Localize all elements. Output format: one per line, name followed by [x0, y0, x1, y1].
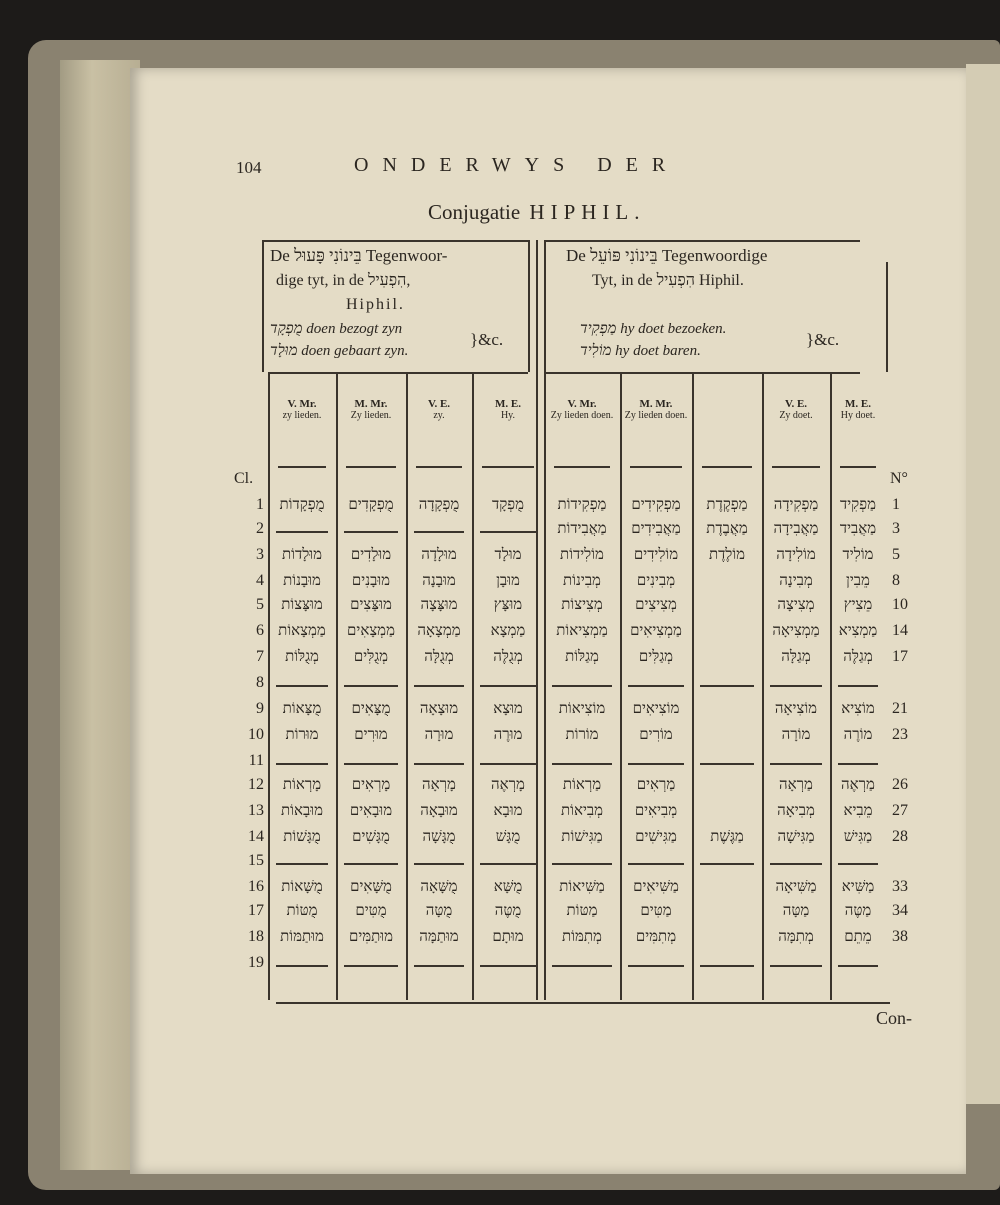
header-dash: [416, 466, 462, 468]
column-header-abbr: M. Mr.: [354, 398, 388, 410]
empty-form-dash: [480, 763, 536, 765]
column-header-abbr: M. E.: [845, 398, 871, 410]
table-cell: מְבִינוֹת: [563, 571, 601, 589]
table-cell: מַשִּׁיאִים: [633, 877, 679, 895]
header-dash: [772, 466, 820, 468]
header-dash: [702, 466, 752, 468]
empty-form-dash: [838, 763, 878, 765]
table-cell: מוּתַמִּים: [348, 927, 394, 945]
column-header: [268, 398, 336, 422]
column-header-abbr: V. E.: [427, 398, 451, 410]
table-cell: מְגֻלּוֹת: [285, 647, 319, 665]
table-cell: מַשִּׁיא: [841, 877, 875, 895]
column-header-abbr: M. Mr.: [639, 398, 673, 410]
row-reference-number: 27: [892, 802, 908, 819]
table-cell: מוּבָאִים: [349, 801, 393, 819]
table-cell: מַמְצִיאָה: [772, 621, 820, 639]
table-cell: מְתִמִּים: [635, 927, 677, 945]
table-cell: מַגִּישׁוֹת: [561, 827, 603, 845]
empty-form-dash: [770, 863, 822, 865]
column-header-sub: Zy lieden doen.: [624, 410, 688, 421]
table-cell: מָרְאוֹת: [282, 775, 322, 793]
row-class-number: 10: [248, 726, 264, 743]
table-cell: מוּלָדָה: [421, 545, 457, 563]
row-class-number: 2: [256, 520, 264, 537]
column-header-sub: Zy lieden doen.: [550, 410, 614, 421]
column-header: [620, 398, 692, 422]
empty-form-dash: [838, 685, 878, 687]
table-cell: מַשִּׁיאָה: [775, 877, 817, 895]
empty-form-dash: [628, 863, 684, 865]
table-cell: מַפְקִידִים: [631, 495, 681, 513]
column-header-sub: Zy doet.: [779, 410, 813, 421]
empty-form-dash: [628, 965, 684, 967]
table-cell: מוּרָה: [424, 725, 454, 743]
label-number: N°: [890, 470, 908, 487]
table-cell: מוֹלִידִים: [633, 545, 679, 563]
table-cell: מֻשָּׁאִים: [350, 877, 392, 895]
right-example-1: מַפְקִיד hy doet bezoeken.: [580, 321, 727, 337]
column-header-sub: zy lieden.: [282, 410, 322, 421]
empty-form-dash: [276, 763, 328, 765]
left-block-top-rule: [262, 240, 528, 242]
column-header-abbr: V. Mr.: [287, 398, 317, 410]
table-cell: מֻגָּשׁ: [495, 827, 521, 845]
empty-form-dash: [700, 763, 754, 765]
page-number: 104: [236, 158, 262, 177]
row-class-number: 4: [256, 572, 264, 589]
empty-form-dash: [700, 863, 754, 865]
row-reference-number: 33: [892, 878, 908, 895]
empty-form-dash: [414, 965, 464, 967]
column-header-sub: Zy lieden.: [350, 410, 392, 421]
table-cell: מָרְאָה: [422, 775, 456, 793]
left-examples: [270, 318, 408, 362]
table-cell: מוּבָנוֹת: [283, 571, 321, 589]
table-cell: מַטִּים: [640, 901, 672, 919]
table-cell: מוּלָדִים: [350, 545, 392, 563]
left-heading-line1: De בֵּינוֹנִי פָּעוּל Tegenwoor-: [270, 246, 448, 265]
table-cell: מוּבָנִים: [351, 571, 391, 589]
row-reference-number: 5: [892, 546, 900, 563]
table-cell: מוֹצִיא: [841, 699, 875, 717]
column-header: [762, 398, 830, 422]
table-cell: מוּבָן: [496, 571, 520, 589]
header-dash: [554, 466, 610, 468]
table-cell: מַמְצִיאִים: [630, 621, 682, 639]
row-reference-number: 8: [892, 572, 900, 589]
column-header: [544, 398, 620, 422]
table-cell: מוֹרֶה: [843, 725, 873, 743]
table-cell: מוּתָם: [492, 927, 524, 945]
empty-form-dash: [344, 763, 398, 765]
table-cell: מֵבִין: [846, 571, 870, 589]
empty-form-dash: [552, 863, 612, 865]
row-reference-number: 21: [892, 700, 908, 717]
table-cell: מָרְאֶה: [491, 775, 525, 793]
table-cell: מֻצָּאוֹת: [282, 699, 322, 717]
running-head: ONDERWYS DER: [354, 154, 680, 176]
column-header-abbr: V. Mr.: [567, 398, 597, 410]
table-cell: מְצִיצוֹת: [561, 595, 603, 613]
column-header-sub: Hy.: [500, 410, 516, 421]
table-cell: מוּצָּצָה: [420, 595, 458, 613]
empty-form-dash: [276, 863, 328, 865]
table-cell: מֻטֶּה: [494, 901, 522, 919]
table-cell: מַטּוֹת: [566, 901, 598, 919]
row-class-number: 14: [248, 828, 264, 845]
row-class-number: 3: [256, 546, 264, 563]
table-cell: מְתִמּוֹת: [562, 927, 602, 945]
table-cell: מַטֶּה: [844, 901, 872, 919]
header-dash: [482, 466, 534, 468]
table-cell: מֻשָּׁאוֹת: [281, 877, 323, 895]
empty-form-dash: [628, 763, 684, 765]
table-cell: מַמְצָאִים: [347, 621, 395, 639]
table-cell: מַאֲבִידָה: [773, 519, 819, 537]
table-cell: מֻשָּׁא: [493, 877, 523, 895]
table-cell: מַמְצִיאוֹת: [556, 621, 608, 639]
empty-form-dash: [344, 863, 398, 865]
row-reference-number: 38: [892, 928, 908, 945]
table-bottom-rule: [276, 1002, 890, 1004]
row-class-number: 17: [248, 902, 264, 919]
page-header: [236, 152, 796, 182]
left-heading-line2: dige tyt, in de הִפְעִיל,: [276, 272, 411, 289]
header-bottom-rule-right: [544, 372, 860, 374]
empty-form-dash: [344, 685, 398, 687]
empty-form-dash: [344, 965, 398, 967]
table-cell: מְגֻלֶּה: [493, 647, 523, 665]
row-reference-number: 34: [892, 902, 908, 919]
row-class-number: 19: [248, 954, 264, 971]
table-cell: מַאֲבִיד: [839, 519, 877, 537]
table-cell: מֻצָּאִים: [351, 699, 391, 717]
table-cell: מֻטִּים: [355, 901, 387, 919]
left-example-1: מֻפְקָד doen bezogt zyn: [270, 321, 403, 337]
table-cell: מַאֲבִידוֹת: [557, 519, 607, 537]
right-example-2: מוֹלִיד hy doet baren.: [580, 343, 701, 359]
conjugation-title: [428, 200, 728, 230]
header-dash: [630, 466, 682, 468]
row-class-number: 11: [248, 752, 264, 769]
table-cell: מַאֲבִידִים: [631, 519, 681, 537]
column-header-sub: zy.: [433, 410, 445, 421]
table-cell: מֻפְקָדָה: [418, 495, 460, 513]
table-cell: מְגַלָּה: [781, 647, 811, 665]
table-cell: מְבִינִים: [636, 571, 676, 589]
right-heading-line2: Tyt, in de הִפְעִיל Hiphil.: [592, 272, 744, 289]
empty-form-dash: [552, 763, 612, 765]
table-cell: מוּבָנָה: [422, 571, 456, 589]
empty-form-dash: [700, 965, 754, 967]
table-cell: מוֹרוֹת: [565, 725, 599, 743]
conjugation-prefix: Conjugatie: [428, 200, 521, 224]
empty-form-dash: [838, 863, 878, 865]
row-reference-number: 10: [892, 596, 908, 613]
table-cell: מְבִיאִים: [634, 801, 678, 819]
empty-form-dash: [552, 965, 612, 967]
column-header: [830, 398, 886, 422]
table-cell: מוֹלִיד: [842, 545, 874, 563]
table-cell: מוּתַמָּה: [419, 927, 459, 945]
table-cell: מוּלָדוֹת: [282, 545, 322, 563]
left-example-2: מוּלָד doen gebaart zyn.: [270, 343, 409, 359]
table-cell: מַטָּה: [782, 901, 810, 919]
table-cell: מְבִיאָה: [777, 801, 815, 819]
row-class-number: 5: [256, 596, 264, 613]
table-cell: מַפְקֶדֶת: [706, 495, 748, 513]
table-cell: מַגִּישִׁים: [635, 827, 677, 845]
table-cell: מֻפְקָדִים: [348, 495, 394, 513]
empty-form-dash: [276, 965, 328, 967]
table-cell: מַרְאֶה: [841, 775, 875, 793]
table-cell: מֻשָּׁאָה: [420, 877, 458, 895]
row-class-number: 13: [248, 802, 264, 819]
empty-form-dash: [276, 685, 328, 687]
table-cell: מוּצָא: [493, 699, 523, 717]
table-cell: מְצִיצִים: [635, 595, 677, 613]
empty-form-dash: [552, 685, 612, 687]
row-class-number: 18: [248, 928, 264, 945]
table-cell: מוּצָּצִים: [350, 595, 392, 613]
row-class-number: 1: [256, 496, 264, 513]
table-cell: מוּרִים: [354, 725, 388, 743]
page-edges: [60, 60, 140, 1170]
row-class-number: 7: [256, 648, 264, 665]
empty-form-dash: [344, 531, 398, 533]
right-examples: [580, 318, 726, 362]
header-bottom-rule-left: [268, 372, 528, 374]
table-cell: מְתִמָּה: [778, 927, 814, 945]
empty-form-dash: [480, 685, 536, 687]
table-cell: מַאֲבֶדֶת: [706, 519, 748, 537]
table-cell: מוֹרָה: [781, 725, 811, 743]
table-cell: מַפְקִיד: [840, 495, 876, 513]
table-cell: מוֹצִיאוֹת: [558, 699, 606, 717]
table-cell: מְבִינָה: [779, 571, 813, 589]
column-header: [336, 398, 406, 422]
column-header: [472, 398, 544, 422]
table-cell: מוֹצִיאִים: [632, 699, 680, 717]
row-reference-number: 23: [892, 726, 908, 743]
table-cell: מוּבָא: [493, 801, 523, 819]
empty-form-dash: [414, 531, 464, 533]
table-cell: מוֹצִיאָה: [774, 699, 818, 717]
table-cell: מְצִיצָה: [777, 595, 815, 613]
table-cell: מוּרֶה: [493, 725, 523, 743]
table-cell: מַרְאִים: [636, 775, 676, 793]
table-cell: מְגַלֶּה: [843, 647, 873, 665]
table-cell: מְגַלִּים: [638, 647, 674, 665]
row-reference-number: 26: [892, 776, 908, 793]
table-cell: מְגַלּוֹת: [565, 647, 599, 665]
table-cell: מֻטּוֹת: [286, 901, 318, 919]
table-cell: מוּרוֹת: [285, 725, 319, 743]
table-cell: מוֹלִידוֹת: [560, 545, 604, 563]
next-page-edge: [966, 64, 1000, 1104]
column-divider: [692, 372, 694, 1000]
table-cell: מֻפְקָדוֹת: [279, 495, 325, 513]
row-class-number: 15: [248, 852, 264, 869]
table-cell: מוֹלֶדֶת: [708, 545, 746, 563]
table-cell: מַמְצָאָה: [417, 621, 461, 639]
table-cell: מְגֻלִּים: [353, 647, 389, 665]
table-cell: מַשִּׁיאוֹת: [559, 877, 605, 895]
label-class: Cl.: [234, 470, 254, 487]
table-cell: מַגֶּשֶׁת: [710, 827, 744, 845]
empty-form-dash: [838, 965, 878, 967]
table-cell: מֵצִיץ: [843, 595, 873, 613]
table-cell: מַפְקִידָה: [773, 495, 819, 513]
table-cell: מֻפְקָד: [492, 495, 524, 513]
empty-form-dash: [480, 863, 536, 865]
table-cell: מַגִּישָׁה: [777, 827, 815, 845]
table-cell: מְגֻלָּה: [424, 647, 454, 665]
empty-form-dash: [414, 685, 464, 687]
catchword: Con-: [876, 1008, 912, 1028]
empty-form-dash: [700, 685, 754, 687]
row-reference-number: 14: [892, 622, 908, 639]
row-reference-number: 1: [892, 496, 900, 513]
row-class-number: 9: [256, 700, 264, 717]
table-cell: מְבִיאוֹת: [560, 801, 604, 819]
empty-form-dash: [770, 763, 822, 765]
table-cell: מַמְצִיא: [838, 621, 878, 639]
left-block-right-border: [528, 240, 530, 372]
row-reference-number: 28: [892, 828, 908, 845]
empty-form-dash: [414, 763, 464, 765]
table-cell: מוּצָאָה: [419, 699, 459, 717]
empty-form-dash: [628, 685, 684, 687]
table-cell: מֻטָּה: [425, 901, 453, 919]
table-cell: מֻגָּשָׁה: [422, 827, 456, 845]
right-block-border: [886, 262, 888, 372]
left-etc: }&c.: [470, 330, 504, 349]
table-cell: מֵתֵם: [844, 927, 872, 945]
row-class-number: 12: [248, 776, 264, 793]
table-cell: מוּצָּצוֹת: [281, 595, 323, 613]
table-cell: מוֹלִידָה: [776, 545, 816, 563]
row-reference-number: 17: [892, 648, 908, 665]
row-class-number: 6: [256, 622, 264, 639]
table-cell: מוּבָאוֹת: [281, 801, 323, 819]
header-dash: [346, 466, 396, 468]
column-header: [406, 398, 472, 422]
empty-form-dash: [276, 531, 328, 533]
column-header-sub: Hy doet.: [840, 410, 876, 421]
empty-form-dash: [770, 965, 822, 967]
row-reference-number: 3: [892, 520, 900, 537]
column-header-abbr: V. E.: [784, 398, 808, 410]
conjugation-name: HIPHIL.: [529, 200, 646, 224]
table-cell: מֻגָּשִׁים: [352, 827, 390, 845]
right-block-top-rule: [544, 240, 860, 242]
table-cell: מוּבָאָה: [420, 801, 458, 819]
table-cell: מֵבִיא: [843, 801, 873, 819]
left-block-border: [262, 240, 264, 372]
table-cell: מַרְאוֹת: [562, 775, 602, 793]
empty-form-dash: [480, 531, 536, 533]
left-heading-line3: Hiphil.: [346, 296, 405, 313]
empty-form-dash: [414, 863, 464, 865]
table-cell: מַמְצָאוֹת: [278, 621, 326, 639]
column-header-abbr: M. E.: [495, 398, 521, 410]
right-etc: }&c.: [806, 330, 840, 349]
table-cell: מַפְקִידוֹת: [557, 495, 607, 513]
table-cell: מוּלָד: [494, 545, 522, 563]
table-cell: מוּתַמּוֹת: [280, 927, 324, 945]
table-cell: מַרְאָה: [779, 775, 813, 793]
table-cell: מוֹרִים: [639, 725, 673, 743]
table-cell: מָרְאִים: [351, 775, 391, 793]
table-cell: מֻגָּשׁוֹת: [283, 827, 321, 845]
empty-form-dash: [480, 965, 536, 967]
table-cell: מוּצָּץ: [493, 595, 523, 613]
row-class-number: 8: [256, 674, 264, 691]
table-cell: מַמְצָא: [490, 621, 526, 639]
header-dash: [840, 466, 876, 468]
right-heading-line1: De בֵּינוֹנִי פּוֹעֵל Tegenwoordige: [566, 246, 768, 265]
table-cell: מַגִּישׁ: [843, 827, 873, 845]
row-class-number: 16: [248, 878, 264, 895]
empty-form-dash: [770, 685, 822, 687]
header-dash: [278, 466, 326, 468]
